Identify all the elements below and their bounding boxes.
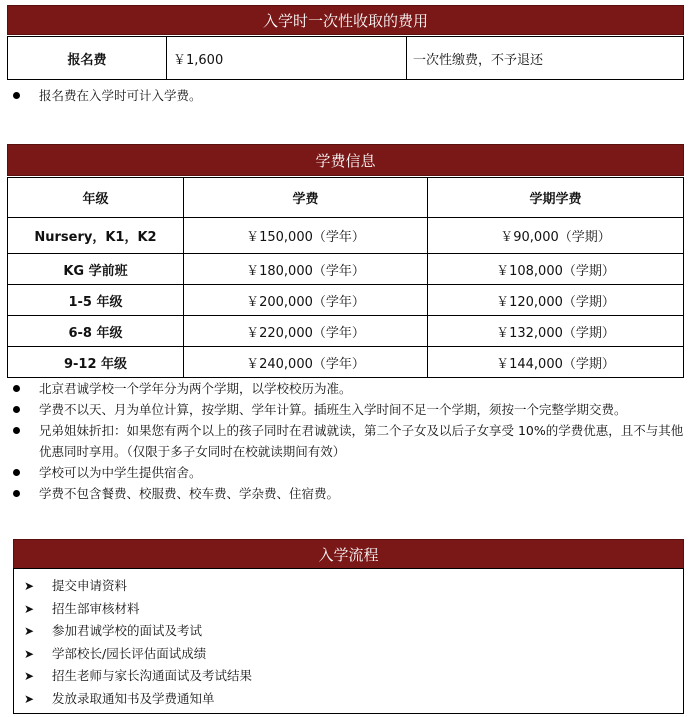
list-item [14, 620, 683, 643]
semester-fee-cell: ￥132,000（学期） [428, 316, 684, 347]
header-semester: 学期学费 [428, 178, 684, 218]
list-item [7, 483, 684, 504]
annual-fee-cell: ￥150,000（学年） [184, 218, 428, 254]
step-text: 提交申请资料 [52, 578, 128, 593]
semester-fee-cell: ￥144,000（学期） [428, 347, 684, 378]
bullet-icon [13, 427, 20, 434]
step-text: 发放录取通知书及学费通知单 [52, 690, 215, 706]
fee-name-cell: 报名费 [8, 37, 167, 80]
tuition-notes [7, 378, 684, 504]
table-row [8, 347, 684, 378]
bullet-icon [13, 469, 20, 476]
list-item [14, 688, 683, 711]
arrow-icon: ➤ [24, 691, 35, 706]
bullet-icon [13, 406, 20, 413]
list-item [14, 643, 683, 666]
note-text: 报名费在入学时可计入学费。 [39, 88, 202, 103]
arrow-icon: ➤ [24, 669, 35, 684]
arrow-icon: ➤ [24, 601, 35, 616]
semester-fee-cell: ￥108,000（学期） [428, 254, 684, 285]
list-item [7, 378, 684, 399]
annual-fee-cell: ￥200,000（学年） [184, 285, 428, 316]
list-item [7, 462, 684, 483]
admission-steps-box [13, 568, 684, 714]
table-row [8, 285, 684, 316]
grade-cell: 1-5 年级 [8, 285, 184, 316]
admission-banner: 入学流程 [13, 539, 684, 569]
note-text: 学费不以天、月为单位计算，按学期、学年计算。插班生入学时间不足一个学期，须按一个完整学期交费。 [39, 402, 627, 417]
list-item [7, 420, 684, 462]
tuition-banner: 学费信息 [7, 144, 684, 176]
header-annual: 学费 [184, 178, 428, 218]
one-time-fee-banner: 入学时一次性收取的费用 [7, 5, 684, 35]
grade-cell: 9-12 年级 [8, 347, 184, 378]
table-row [8, 254, 684, 285]
arrow-icon: ➤ [24, 624, 35, 639]
arrow-icon: ➤ [24, 579, 35, 593]
one-time-fee-table [7, 36, 684, 80]
grade-cell: KG 学前班 [8, 254, 184, 285]
list-item [7, 85, 684, 106]
note-text: 北京君诚学校一个学年分为两个学期，以学校校历为准。 [39, 381, 352, 396]
grade-cell: 6-8 年级 [8, 316, 184, 347]
list-item [7, 399, 684, 420]
annual-fee-cell: ￥220,000（学年） [184, 316, 428, 347]
tuition-table [7, 177, 684, 378]
bullet-icon [13, 385, 20, 392]
arrow-icon: ➤ [24, 646, 35, 661]
annual-fee-cell: ￥240,000（学年） [184, 347, 428, 378]
list-item [14, 575, 683, 598]
table-row [8, 218, 684, 254]
grade-cell: Nursery，K1，K2 [8, 218, 184, 254]
step-text: 招生部审核材料 [52, 600, 140, 616]
table-row [8, 316, 684, 347]
bullet-icon [13, 490, 20, 497]
note-text: 兄弟姐妹折扣：如果您有两个以上的孩子同时在君诚就读，第二个子女及以后子女享受 10%的学费优惠，且不与其他优惠同时享用。（仅限于多子女同时在校就读期间有效） [39, 423, 684, 459]
step-text: 参加君诚学校的面试及考试 [52, 623, 203, 639]
note-text: 学校可以为中学生提供宿舍。 [39, 465, 202, 480]
header-grade: 年级 [8, 178, 184, 218]
table-row [8, 37, 684, 80]
one-time-fee-notes [7, 85, 684, 106]
step-text: 学部校长/园长评估面试成绩 [52, 645, 207, 661]
fee-note-cell: 一次性缴费，不予退还 [407, 37, 684, 80]
admission-steps [14, 569, 683, 711]
bullet-icon [13, 92, 20, 99]
table-header-row [8, 178, 684, 218]
semester-fee-cell: ￥120,000（学期） [428, 285, 684, 316]
annual-fee-cell: ￥180,000（学年） [184, 254, 428, 285]
step-text: 招生老师与家长沟通面试及考试结果 [52, 668, 253, 684]
semester-fee-cell: ￥90,000（学期） [428, 218, 684, 254]
list-item [14, 598, 683, 621]
note-text: 学费不包含餐费、校服费、校车费、学杂费、住宿费。 [39, 486, 340, 501]
list-item [14, 665, 683, 688]
fee-amount-cell: ￥1,600 [167, 37, 407, 80]
